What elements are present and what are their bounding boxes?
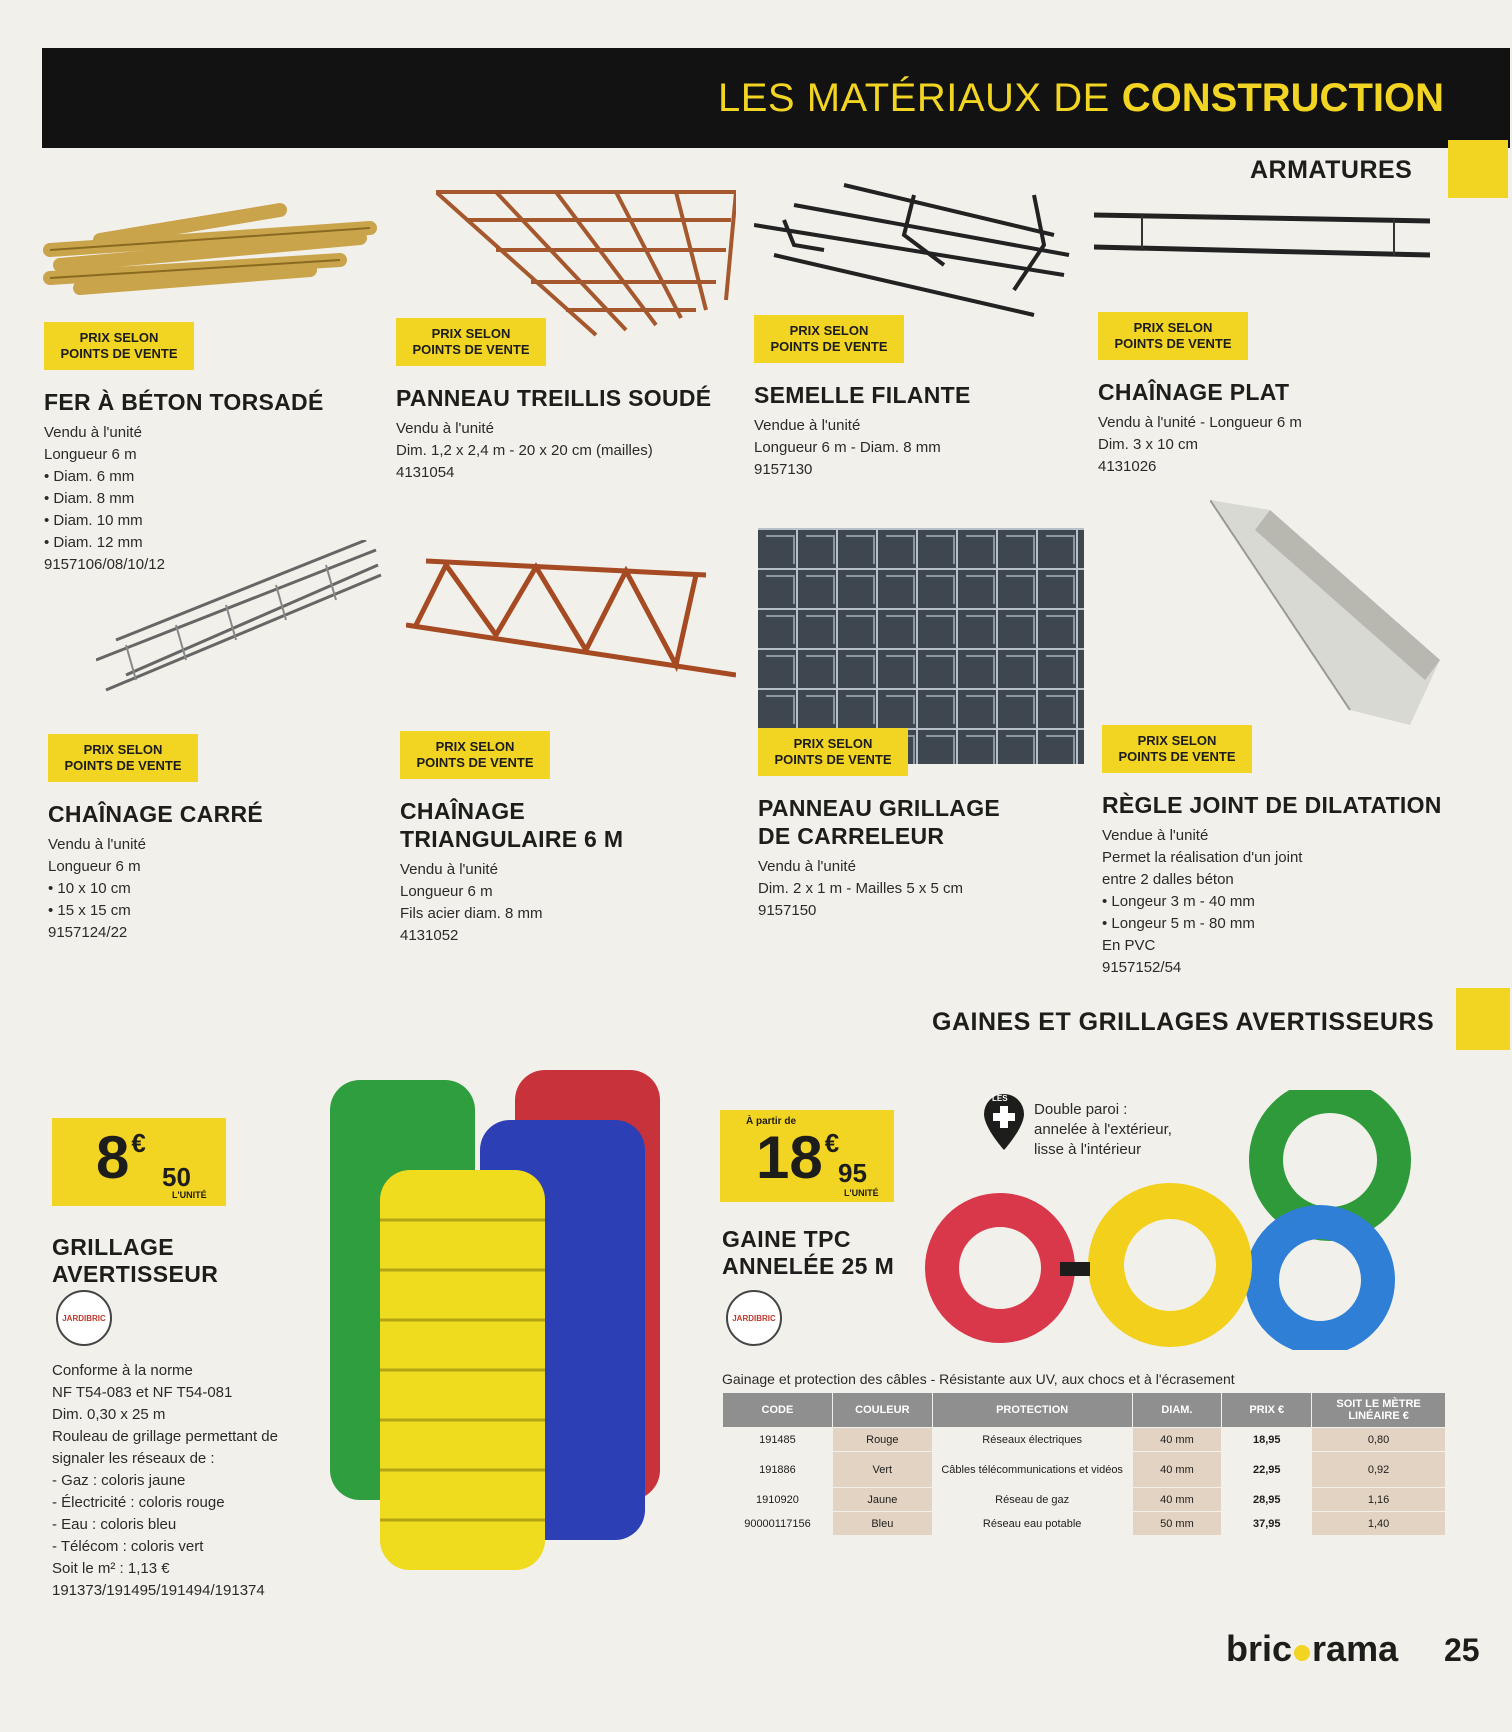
desc-line: 9157124/22 (48, 924, 128, 941)
desc-line: 4131052 (400, 927, 459, 944)
cell-linear: 0,80 (1312, 1428, 1446, 1452)
price-badge (400, 731, 550, 779)
product-regle-joint (1102, 725, 1462, 979)
chainage-carre-image (96, 540, 386, 710)
cell-price: 37,95 (1222, 1512, 1312, 1536)
price-badge (754, 315, 904, 363)
col-header: SOIT LE MÈTRE LINÉAIRE € (1312, 1393, 1446, 1428)
product-desc (1102, 825, 1462, 979)
desc-line: Conforme à la norme (52, 1362, 193, 1379)
logo-dot-icon (1294, 1645, 1310, 1661)
gaine-tagline: Gainage et protection des câbles - Résistante aux UV, aux chocs et à l'écrasement (722, 1371, 1235, 1387)
badge-line-1: PRIX SELON (789, 323, 869, 338)
desc-line: Dim. 2 x 1 m - Mailles 5 x 5 cm (758, 880, 964, 897)
section-tab (1448, 140, 1508, 198)
desc-line: • Diam. 10 mm (44, 512, 143, 529)
grillage-desc (52, 1360, 332, 1602)
badge-line-1: PRIX SELON (435, 739, 515, 754)
product-name (758, 794, 1088, 850)
gaine-spec-table (722, 1392, 1446, 1536)
desc-line: 4131054 (396, 464, 455, 481)
table-row (723, 1452, 1446, 1488)
desc-line: Vendu à l'unité (44, 424, 142, 441)
name-line: ANNELÉE 25 M (722, 1253, 895, 1279)
desc-line: Dim. 3 x 10 cm (1098, 436, 1199, 453)
desc-line: Longueur 6 m (48, 858, 141, 875)
cell-protection: Réseau eau potable (932, 1512, 1132, 1536)
cell-color: Bleu (832, 1512, 932, 1536)
product-name: PANNEAU TREILLIS SOUDÉ (396, 385, 712, 411)
product-treillis-soude (396, 318, 736, 484)
name-line: CHAÎNAGE (400, 798, 526, 824)
badge-line-2: POINTS DE VENTE (770, 339, 888, 354)
product-desc (758, 856, 1088, 922)
badge-line-2: POINTS DE VENTE (64, 758, 182, 773)
cell-price: 22,95 (1222, 1452, 1312, 1488)
cell-linear: 1,40 (1312, 1512, 1446, 1536)
product-chainage-triangulaire (400, 731, 740, 947)
product-desc (400, 859, 740, 947)
product-name (400, 797, 740, 853)
price-int: 18 (756, 1124, 823, 1191)
cell-protection: Réseaux électriques (932, 1428, 1132, 1452)
product-desc (48, 834, 378, 944)
price-decimals: 95 (838, 1158, 867, 1188)
desc-line: Vendu à l'unité (48, 836, 146, 853)
price-currency: € (131, 1128, 146, 1158)
chainage-triangulaire-image (406, 555, 736, 695)
name-line: DE CARRELEUR (758, 823, 945, 849)
header-title-light: LES MATÉRIAUX DE (717, 75, 1110, 120)
desc-line: 9157130 (754, 461, 813, 478)
desc-line: Dim. 1,2 x 2,4 m - 20 x 20 cm (mailles) (396, 442, 653, 459)
desc-line: Dim. 0,30 x 25 m (52, 1406, 166, 1423)
cell-diam: 40 mm (1132, 1452, 1222, 1488)
desc-line: Vendu à l'unité (396, 420, 494, 437)
bricorama-logo (1226, 1628, 1398, 1670)
desc-line: entre 2 dalles béton (1102, 871, 1234, 888)
desc-line: Vendu à l'unité (400, 861, 498, 878)
regle-joint-image (1210, 500, 1440, 730)
desc-line: • Diam. 12 mm (44, 534, 143, 551)
name-line: AVERTISSEUR (52, 1261, 219, 1287)
desc-line: - Eau : coloris bleu (52, 1516, 177, 1533)
badge-line-2: POINTS DE VENTE (774, 752, 892, 767)
semelle-filante-image (754, 175, 1074, 325)
desc-line: lisse à l'intérieur (1034, 1141, 1142, 1158)
desc-line: - Gaz : coloris jaune (52, 1472, 186, 1489)
cell-price: 18,95 (1222, 1428, 1312, 1452)
col-header: PROTECTION (932, 1393, 1132, 1428)
section-title-armatures: ARMATURES (1250, 156, 1413, 184)
grillage-rolls-image (330, 1070, 690, 1580)
table-header-row (723, 1393, 1446, 1428)
cell-code: 90000117156 (723, 1512, 833, 1536)
chainage-plat-image (1094, 205, 1434, 265)
fer-beton-image (40, 190, 380, 300)
badge-line-1: PRIX SELON (1137, 733, 1217, 748)
product-name: RÈGLE JOINT DE DILATATION (1102, 792, 1442, 818)
col-header: DIAM. (1132, 1393, 1222, 1428)
price-decimals: 50 (162, 1162, 191, 1192)
desc-line: 9157106/08/10/12 (44, 556, 165, 573)
cell-protection: Câbles télécommunications et vidéos (932, 1452, 1132, 1488)
desc-line: annelée à l'extérieur, (1034, 1121, 1172, 1138)
badge-line-2: POINTS DE VENTE (60, 346, 178, 361)
table-row (723, 1428, 1446, 1452)
price-badge (1102, 725, 1252, 773)
desc-line: Rouleau de grillage permettant de (52, 1428, 278, 1445)
grillage-name (52, 1234, 218, 1288)
desc-line: Fils acier diam. 8 mm (400, 905, 543, 922)
product-desc (754, 415, 1074, 481)
desc-line: Double paroi : (1034, 1101, 1128, 1118)
cell-color: Jaune (832, 1488, 932, 1512)
price-badge (48, 734, 198, 782)
cell-color: Vert (832, 1452, 932, 1488)
cell-linear: 0,92 (1312, 1452, 1446, 1488)
jardibric-logo: JARDIBRIC (726, 1290, 782, 1346)
desc-line: Longueur 6 m (400, 883, 493, 900)
section-title-gaines: GAINES ET GRILLAGES AVERTISSEURS (932, 1008, 1435, 1036)
price-grillage (52, 1118, 226, 1206)
price-badge (758, 728, 908, 776)
cell-price: 28,95 (1222, 1488, 1312, 1512)
badge-line-1: PRIX SELON (793, 736, 873, 751)
name-line: GAINE TPC (722, 1226, 851, 1252)
price-currency: € (824, 1128, 840, 1158)
header-title-bold: CONSTRUCTION (1121, 75, 1444, 120)
product-name: SEMELLE FILANTE (754, 382, 971, 408)
badge-line-2: POINTS DE VENTE (412, 342, 530, 357)
cell-code: 191485 (723, 1428, 833, 1452)
desc-line: NF T54-083 et NF T54-081 (52, 1384, 233, 1401)
name-line: GRILLAGE (52, 1234, 175, 1260)
cell-code: 1910920 (723, 1488, 833, 1512)
desc-line: - Électricité : coloris rouge (52, 1494, 225, 1511)
cell-diam: 40 mm (1132, 1428, 1222, 1452)
col-header: CODE (723, 1393, 833, 1428)
price-badge (396, 318, 546, 366)
price-gaine (720, 1110, 894, 1202)
product-panneau-grillage (758, 728, 1088, 922)
cell-diam: 40 mm (1132, 1488, 1222, 1512)
price-badge (44, 322, 194, 370)
page-number: 25 (1444, 1632, 1480, 1668)
desc-line: En PVC (1102, 937, 1156, 954)
desc-line: • Diam. 6 mm (44, 468, 135, 485)
desc-line: - Télécom : coloris vert (52, 1538, 204, 1555)
desc-line: 4131026 (1098, 458, 1157, 475)
desc-line: signaler les réseaux de : (52, 1450, 215, 1467)
cell-diam: 50 mm (1132, 1512, 1222, 1536)
price-unit: L'UNITÉ (172, 1190, 207, 1200)
section-tab (1456, 988, 1510, 1050)
badge-line-2: POINTS DE VENTE (1114, 336, 1232, 351)
badge-line-1: PRIX SELON (1133, 320, 1213, 335)
product-name: CHAÎNAGE CARRÉ (48, 801, 264, 827)
desc-line: Vendue à l'unité (754, 417, 861, 434)
logo-part-a: bric (1226, 1628, 1293, 1669)
product-desc (396, 418, 736, 484)
table-row (723, 1488, 1446, 1512)
badge-line-1: PRIX SELON (79, 330, 159, 345)
cell-protection: Réseau de gaz (932, 1488, 1132, 1512)
table-row (723, 1512, 1446, 1536)
price-int: 8 (96, 1124, 130, 1191)
desc-line: • Diam. 8 mm (44, 490, 135, 507)
price-unit: L'UNITÉ (844, 1188, 879, 1198)
jardibric-logo: JARDIBRIC (56, 1290, 112, 1346)
desc-line: • 15 x 15 cm (48, 902, 131, 919)
desc-line: • 10 x 10 cm (48, 880, 131, 897)
price-badge (1098, 312, 1248, 360)
col-header: PRIX € (1222, 1393, 1312, 1428)
page-header (42, 48, 1510, 148)
product-name: CHAÎNAGE PLAT (1098, 379, 1290, 405)
product-chainage-carre (48, 734, 378, 944)
desc-line: • Longeur 3 m - 40 mm (1102, 893, 1255, 910)
cell-linear: 1,16 (1312, 1488, 1446, 1512)
desc-line: Vendu à l'unité - Longueur 6 m (1098, 414, 1302, 431)
desc-line: 9157152/54 (1102, 959, 1182, 976)
desc-line: 191373/191495/191494/191374 (52, 1582, 265, 1599)
product-semelle-filante (754, 315, 1074, 481)
badge-line-1: PRIX SELON (83, 742, 163, 757)
plus-badge-label: LES (992, 1094, 1008, 1103)
gaine-coils-image (920, 1090, 1440, 1350)
cell-code: 191886 (723, 1452, 833, 1488)
gaine-name (722, 1226, 894, 1280)
name-line: TRIANGULAIRE 6 M (400, 826, 624, 852)
desc-line: Vendu à l'unité (758, 858, 856, 875)
desc-line: Longueur 6 m - Diam. 8 mm (754, 439, 941, 456)
product-fer-beton (44, 322, 374, 576)
logo-part-b: rama (1312, 1628, 1399, 1669)
desc-line: • Longeur 5 m - 80 mm (1102, 915, 1255, 932)
desc-line: Vendue à l'unité (1102, 827, 1209, 844)
desc-line: Permet la réalisation d'un joint (1102, 849, 1303, 866)
desc-line: 9157150 (758, 902, 817, 919)
badge-line-1: PRIX SELON (431, 326, 511, 341)
price-from: À partir de (746, 1116, 797, 1127)
name-line: PANNEAU GRILLAGE (758, 795, 1001, 821)
product-desc (1098, 412, 1438, 478)
product-chainage-plat (1098, 312, 1438, 478)
cell-color: Rouge (832, 1428, 932, 1452)
desc-line: Soit le m² : 1,13 € (52, 1560, 170, 1577)
badge-line-2: POINTS DE VENTE (1118, 749, 1236, 764)
desc-line: Longueur 6 m (44, 446, 137, 463)
badge-line-2: POINTS DE VENTE (416, 755, 534, 770)
col-header: COULEUR (832, 1393, 932, 1428)
product-name: FER À BÉTON TORSADÉ (44, 389, 324, 415)
